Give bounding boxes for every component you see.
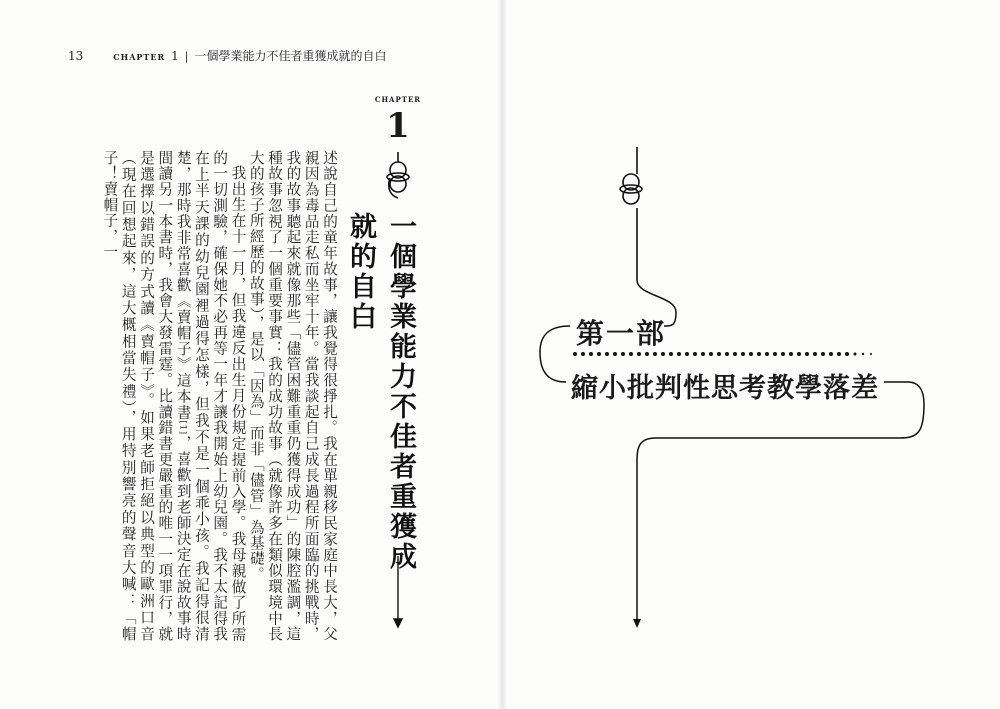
part-arrow-head (633, 619, 641, 628)
chapter-knot-icon (387, 152, 409, 198)
paragraph-2-text: 我出生在十一月，但我違反出生月份規定提前入學。我母親做了所需的一切測驗，確保她不必再等一年才讓我開始上幼兒園。我不太記得我在上半天課的幼兒園裡過得怎樣，但我不是一個乖小孩。我記得很清楚，那時我非常喜歡《賣帽子》這本書 (174, 150, 247, 642)
part-title: 縮小批判性思考教學落差 (571, 373, 879, 404)
part-knot-icon (620, 147, 642, 280)
paragraph-1: 述說自己的童年故事，讓我覺得很掙扎。我在單親移民家庭中長大，父親因為毒品走私而坐牢十年。當我談起自己成長過程所面臨的挑戰時，我的故事聽起來就像那些「儘管困難重重仍獲得成功」的陳腔濫調，這種故事忽視了一個重要事實：我的成功故事（就像許多在類似環境中長大的孩子所經歷的故事），是以「因為」而非「儘管」為基礎。 (247, 150, 338, 642)
chapter-label: CHAPTER (374, 95, 422, 104)
part-label: 第一部 (576, 317, 667, 350)
running-head-title: 一個學業能力不佳者重獲成就的自白 (194, 49, 387, 63)
chapter-title: 一個學業能力不佳者重獲成就的自白 (345, 212, 416, 572)
chapter-rule-arrow (394, 556, 402, 627)
running-head-chapter-word: CHAPTER (113, 52, 166, 62)
running-head-separator: | (184, 50, 189, 63)
chapter-number: 1 (386, 106, 410, 146)
running-head-chapter-number: 1 (171, 49, 179, 63)
dotted-separator (573, 352, 872, 356)
page-number: 13 (68, 49, 84, 63)
footnote-marker: [1] (178, 420, 188, 436)
paragraph-2-continued: ，喜歡到老師決定在說故事時間讀另一本書時，我會大發雷霆。比讀錯書更嚴重的唯一一項罪行，就是選擇以錯誤的方式讀《賣帽子》。如果老師拒絕以典型的歐洲口音（現在回想起來，這大概相當失禮），用特別響亮的聲音大喊：「帽子！賣帽子，一 (101, 150, 192, 642)
